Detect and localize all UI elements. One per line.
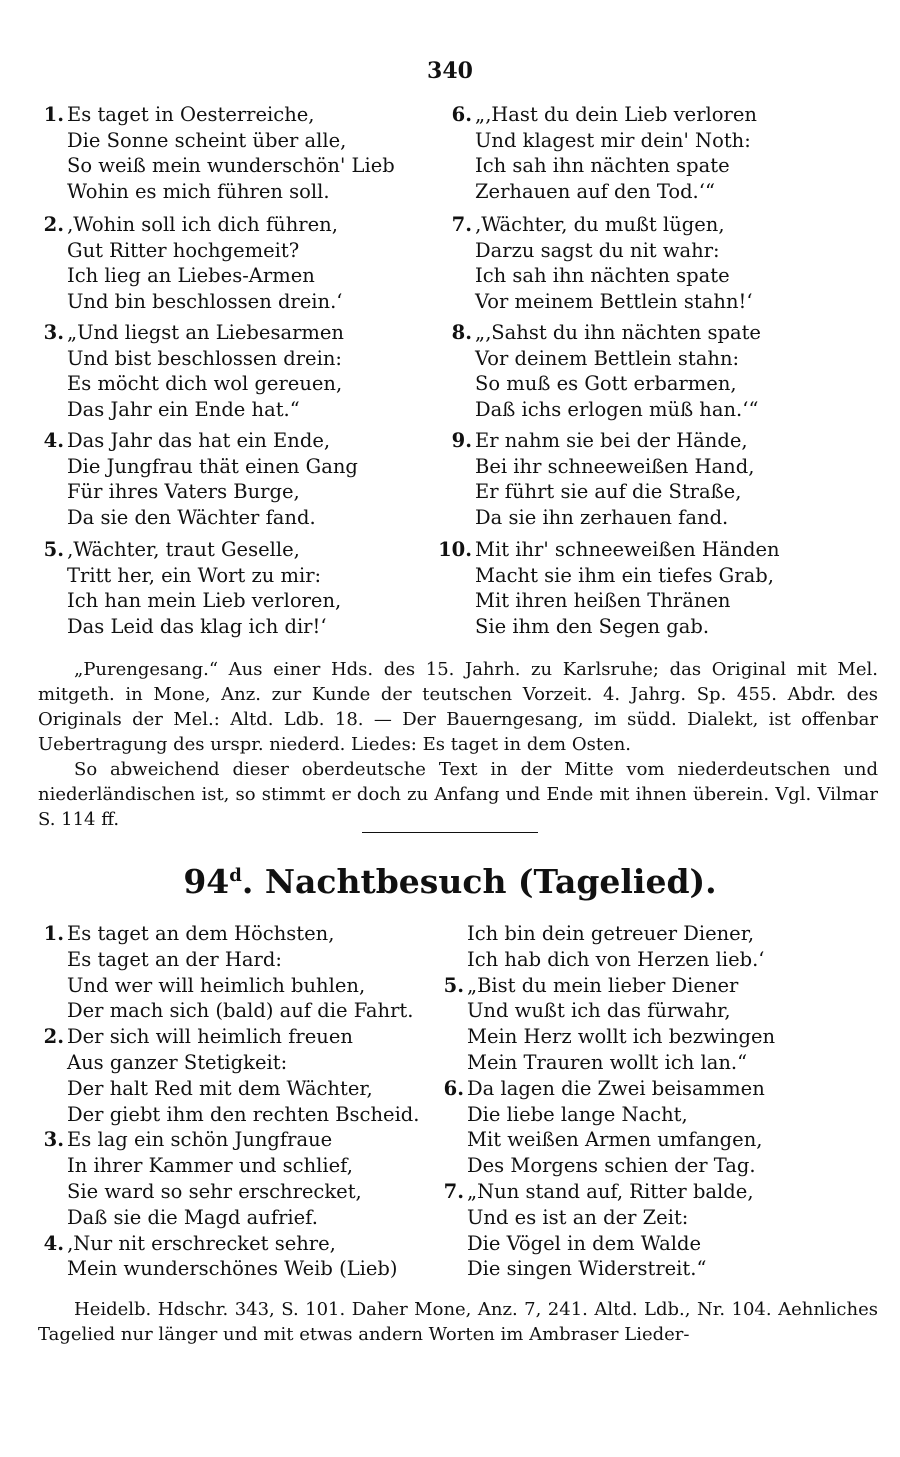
verse-line [30,1076,420,1102]
verse-text: Mit ihren heißen Thränen [475,589,731,612]
verse-text: Die Vögel in dem Walde [467,1231,702,1255]
verse-text: „Bist du mein lieber Diener [467,973,739,997]
verse-line [30,1024,420,1050]
section-divider [362,832,538,833]
verse-block [30,921,420,1282]
verse-line [30,588,341,614]
verse-line [438,563,780,589]
verse-text: Das Leid das klag ich dir!‘ [67,614,327,638]
verse-text: Ich han mein Lieb verloren, [67,589,342,612]
verse-text: Darzu sagst du nit wahr: [475,238,720,262]
verse-line [438,537,780,563]
verse-text: Und bist beschlossen drein: [67,346,342,370]
verse-line [30,238,343,264]
stanza-number: 3. [43,321,64,344]
verse-line [430,1256,775,1282]
verse-line [30,371,344,397]
verse-line [430,1153,775,1179]
stanza-number: 9. [451,429,472,452]
verse-text: Mein wunderschönes Weib (Lieb) [67,1257,398,1281]
verse-text: Tritt her, ein Wort zu mir: [67,563,322,587]
verse-line [438,102,757,128]
verse-line [430,998,775,1024]
verse-line [430,921,775,947]
stanza [30,537,341,639]
verse-text: Aus ganzer Stetigkeit: [67,1050,288,1074]
verse-text: Sie ihm den Segen gab. [475,614,710,638]
verse-line [438,346,761,372]
verse-text: So muß es Gott erbarmen, [475,372,737,395]
verse-line [438,371,761,397]
verse-text: ‚Wohin soll ich dich führen, [67,213,338,236]
song94-source-note [38,1297,878,1347]
verse-line [30,289,343,315]
verse-text: Er führt sie auf die Straße, [475,480,742,503]
verse-line [430,1231,775,1257]
verse-text: Und klagest mir dein' Noth: [475,128,751,152]
stanza-number: 4. [43,429,64,452]
source-note-paragraph: „Purengesang.“ Aus einer Hds. des 15. Jahrh. zu Karlsruhe; das Original mit Mel. mitgeth. in Mone, Anz. zur Kunde der teutschen Vorzeit. 4. Jahrg. Sp. 455. Abdr. des Originals der Mel.: Altd. Ldb. 18. — Der Bauerngesang, im südd. Dialekt, ist offenbar Uebertragung des urspr. niederd. Liedes: Es taget in dem Osten. [38,659,878,755]
verse-text: „Nun stand auf, Ritter balde, [467,1179,754,1203]
verse-text: Gut Ritter hochgemeit? [67,238,300,262]
song-number-suffix: d [229,865,242,886]
verse-line [30,537,341,563]
verse-text: „‚Hast du dein Lieb verloren [475,103,757,126]
verse-line [438,588,780,614]
verse-text: Des Morgens schien der Tag. [467,1154,756,1178]
verse-text: Es taget in Oesterreiche, [67,103,315,126]
verse-text: Ich hab dich von Herzen lieb.‘ [467,947,765,971]
song94-heading: 94$^d$. Nachtbesuch (Tagelied). [183,862,717,901]
verse-text: Ich sah ihn nächten spate [475,264,730,287]
verse-line [430,1050,775,1076]
verse-block [430,921,775,1282]
verse-line [438,320,761,346]
verse-text: So weiß mein wunderschön' Lieb [67,154,395,177]
verse-text: Es möcht dich wol gereuen, [67,372,343,395]
verse-text: Mit ihr' schneeweißen Händen [475,538,780,561]
verse-line [30,1127,420,1153]
verse-line [30,346,344,372]
verse-line [430,973,775,999]
stanza-number: 1. [43,103,64,126]
verse-line [430,1102,775,1128]
verse-text: Vor meinem Bettlein stahn!‘ [475,289,753,313]
verse-text: Daß sie die Magd aufrief. [67,1205,318,1229]
verse-text: Vor deinem Bettlein stahn: [475,346,740,370]
verse-text: Für ihres Vaters Burge, [67,480,300,503]
verse-line [30,973,420,999]
verse-line [30,179,395,205]
stanza [30,212,343,314]
stanza-number: 10. [438,538,472,561]
verse-line [430,1127,775,1153]
verse-text: Der halt Red mit dem Wächter, [67,1076,373,1100]
verse-text: „Und liegst an Liebesarmen [67,321,344,344]
song93-source-note [38,657,878,832]
stanza [30,102,395,204]
verse-text: Mein Trauren wollt ich lan.“ [467,1050,748,1074]
verse-text: Ich bin dein getreuer Diener, [467,922,755,945]
verse-text: Das Jahr das hat ein Ende, [67,429,331,452]
stanza-number: 3. [43,1128,64,1152]
source-note-paragraph: Heidelb. Hdschr. 343, S. 101. Daher Mone, Anz. 7, 241. Altd. Ldb., Nr. 104. Aehnliches Tagelied nur länger und mit etwas andern Worten im Ambraser Lieder- [38,1299,878,1345]
verse-line [438,454,754,480]
verse-line [430,1179,775,1205]
verse-line [438,212,753,238]
verse-text: Die Jungfrau thät einen Gang [67,454,358,478]
verse-line [430,1205,775,1231]
verse-text: Und wußt ich das fürwahr, [467,999,731,1023]
verse-text: Und bin beschlossen drein.‘ [67,289,343,313]
stanza-number: 7. [451,213,472,236]
verse-text: Ich lieg an Liebes-Armen [67,264,315,287]
stanza [30,320,344,422]
verse-text: Die Sonne scheint über alle, [67,128,347,152]
verse-line [30,428,358,454]
verse-text: Und es ist an der Zeit: [467,1205,689,1229]
verse-text: Sie ward so sehr erschrecket, [67,1179,362,1203]
verse-text: Da lagen die Zwei beisammen [467,1076,765,1100]
verse-text: „‚Sahst du ihn nächten spate [475,321,761,344]
page-number: 340 [427,58,473,84]
stanza [438,428,754,530]
verse-text: Ich sah ihn nächten spate [475,154,730,177]
verse-line [30,320,344,346]
verse-text: In ihrer Kammer und schlief, [67,1154,353,1178]
verse-text: Der mach sich (bald) auf die Fahrt. [67,999,414,1023]
verse-line [30,563,341,589]
verse-line [430,1024,775,1050]
verse-line [438,397,761,423]
verse-line [30,1231,420,1257]
stanza-number: 2. [43,213,64,236]
verse-text: Bei ihr schneeweißen Hand, [475,454,755,478]
verse-line [430,1076,775,1102]
stanza-number: 6. [451,103,472,126]
stanza [438,537,780,639]
verse-line [438,614,780,640]
stanza-number: 2. [43,1025,64,1049]
verse-line [30,1050,420,1076]
verse-text: Der sich will heimlich freuen [67,1025,353,1049]
verse-line [438,153,757,179]
verse-text: Der giebt ihm den rechten Bscheid. [67,1102,420,1126]
stanza-number: 5. [443,973,464,997]
verse-line [30,1256,420,1282]
stanza-number: 4. [43,1231,64,1255]
verse-text: Da sie ihn zerhauen fand. [475,505,729,529]
commentary-paragraph: So abweichend dieser oberdeutsche Text in der Mitte vom niederdeutschen und niederländischen ist, so stimmt er doch zu Anfang und Ende mit ihnen überein. Vgl. Vilmar S. 114 ff. [38,759,878,830]
verse-text: Da sie den Wächter fand. [67,505,316,529]
verse-line [438,289,753,315]
verse-line [30,102,395,128]
verse-line [30,505,358,531]
verse-line [30,947,420,973]
verse-line [30,614,341,640]
stanza-number: 7. [443,1179,464,1203]
verse-line [30,1205,420,1231]
stanza [438,212,753,314]
verse-line [30,998,420,1024]
verse-line [438,179,757,205]
verse-line [30,1102,420,1128]
verse-line [30,479,358,505]
verse-text: Die singen Widerstreit.“ [467,1257,707,1281]
verse-line [30,263,343,289]
verse-line [30,153,395,179]
verse-line [438,505,754,531]
verse-text: Macht sie ihm ein tiefes Grab, [475,563,774,587]
verse-line [30,212,343,238]
verse-text: Wohin es mich führen soll. [67,179,330,203]
verse-line [30,128,395,154]
verse-text: ‚Wächter, du mußt lügen, [475,213,725,236]
verse-text: Mein Herz wollt ich bezwingen [467,1025,776,1049]
verse-line [438,128,757,154]
verse-text: Es taget an dem Höchsten, [67,922,335,945]
verse-line [430,947,775,973]
verse-text: Mit weißen Armen umfangen, [467,1128,763,1152]
stanza [438,102,757,204]
verse-line [438,479,754,505]
verse-text: Daß ichs erlogen müß han.‘“ [475,397,759,421]
verse-line [30,1153,420,1179]
verse-line [30,1179,420,1205]
stanza-number: 6. [443,1076,464,1100]
verse-text: ‚Wächter, traut Geselle, [67,538,300,561]
verse-text: Es taget an der Hard: [67,947,282,971]
verse-line [30,397,344,423]
verse-line [30,454,358,480]
verse-text: Und wer will heimlich buhlen, [67,973,366,997]
verse-text: Das Jahr ein Ende hat.“ [67,397,300,421]
verse-text: Die liebe lange Nacht, [467,1102,688,1126]
verse-text: Zerhauen auf den Tod.‘“ [475,179,715,203]
stanza-number: 1. [43,922,64,945]
verse-text: Es lag ein schön Jungfraue [67,1128,333,1152]
verse-line [30,921,420,947]
stanza [30,428,358,530]
stanza-number: 5. [43,538,64,561]
verse-text: Er nahm sie bei der Hände, [475,429,748,452]
verse-line [438,263,753,289]
song-number: 94 [183,862,230,901]
verse-line [438,238,753,264]
stanza [438,320,761,422]
verse-line [438,428,754,454]
song-title: Nachtbesuch (Tagelied). [264,862,717,901]
verse-text: ‚Nur nit erschrecket sehre, [67,1231,336,1255]
stanza-number: 8. [451,321,472,344]
